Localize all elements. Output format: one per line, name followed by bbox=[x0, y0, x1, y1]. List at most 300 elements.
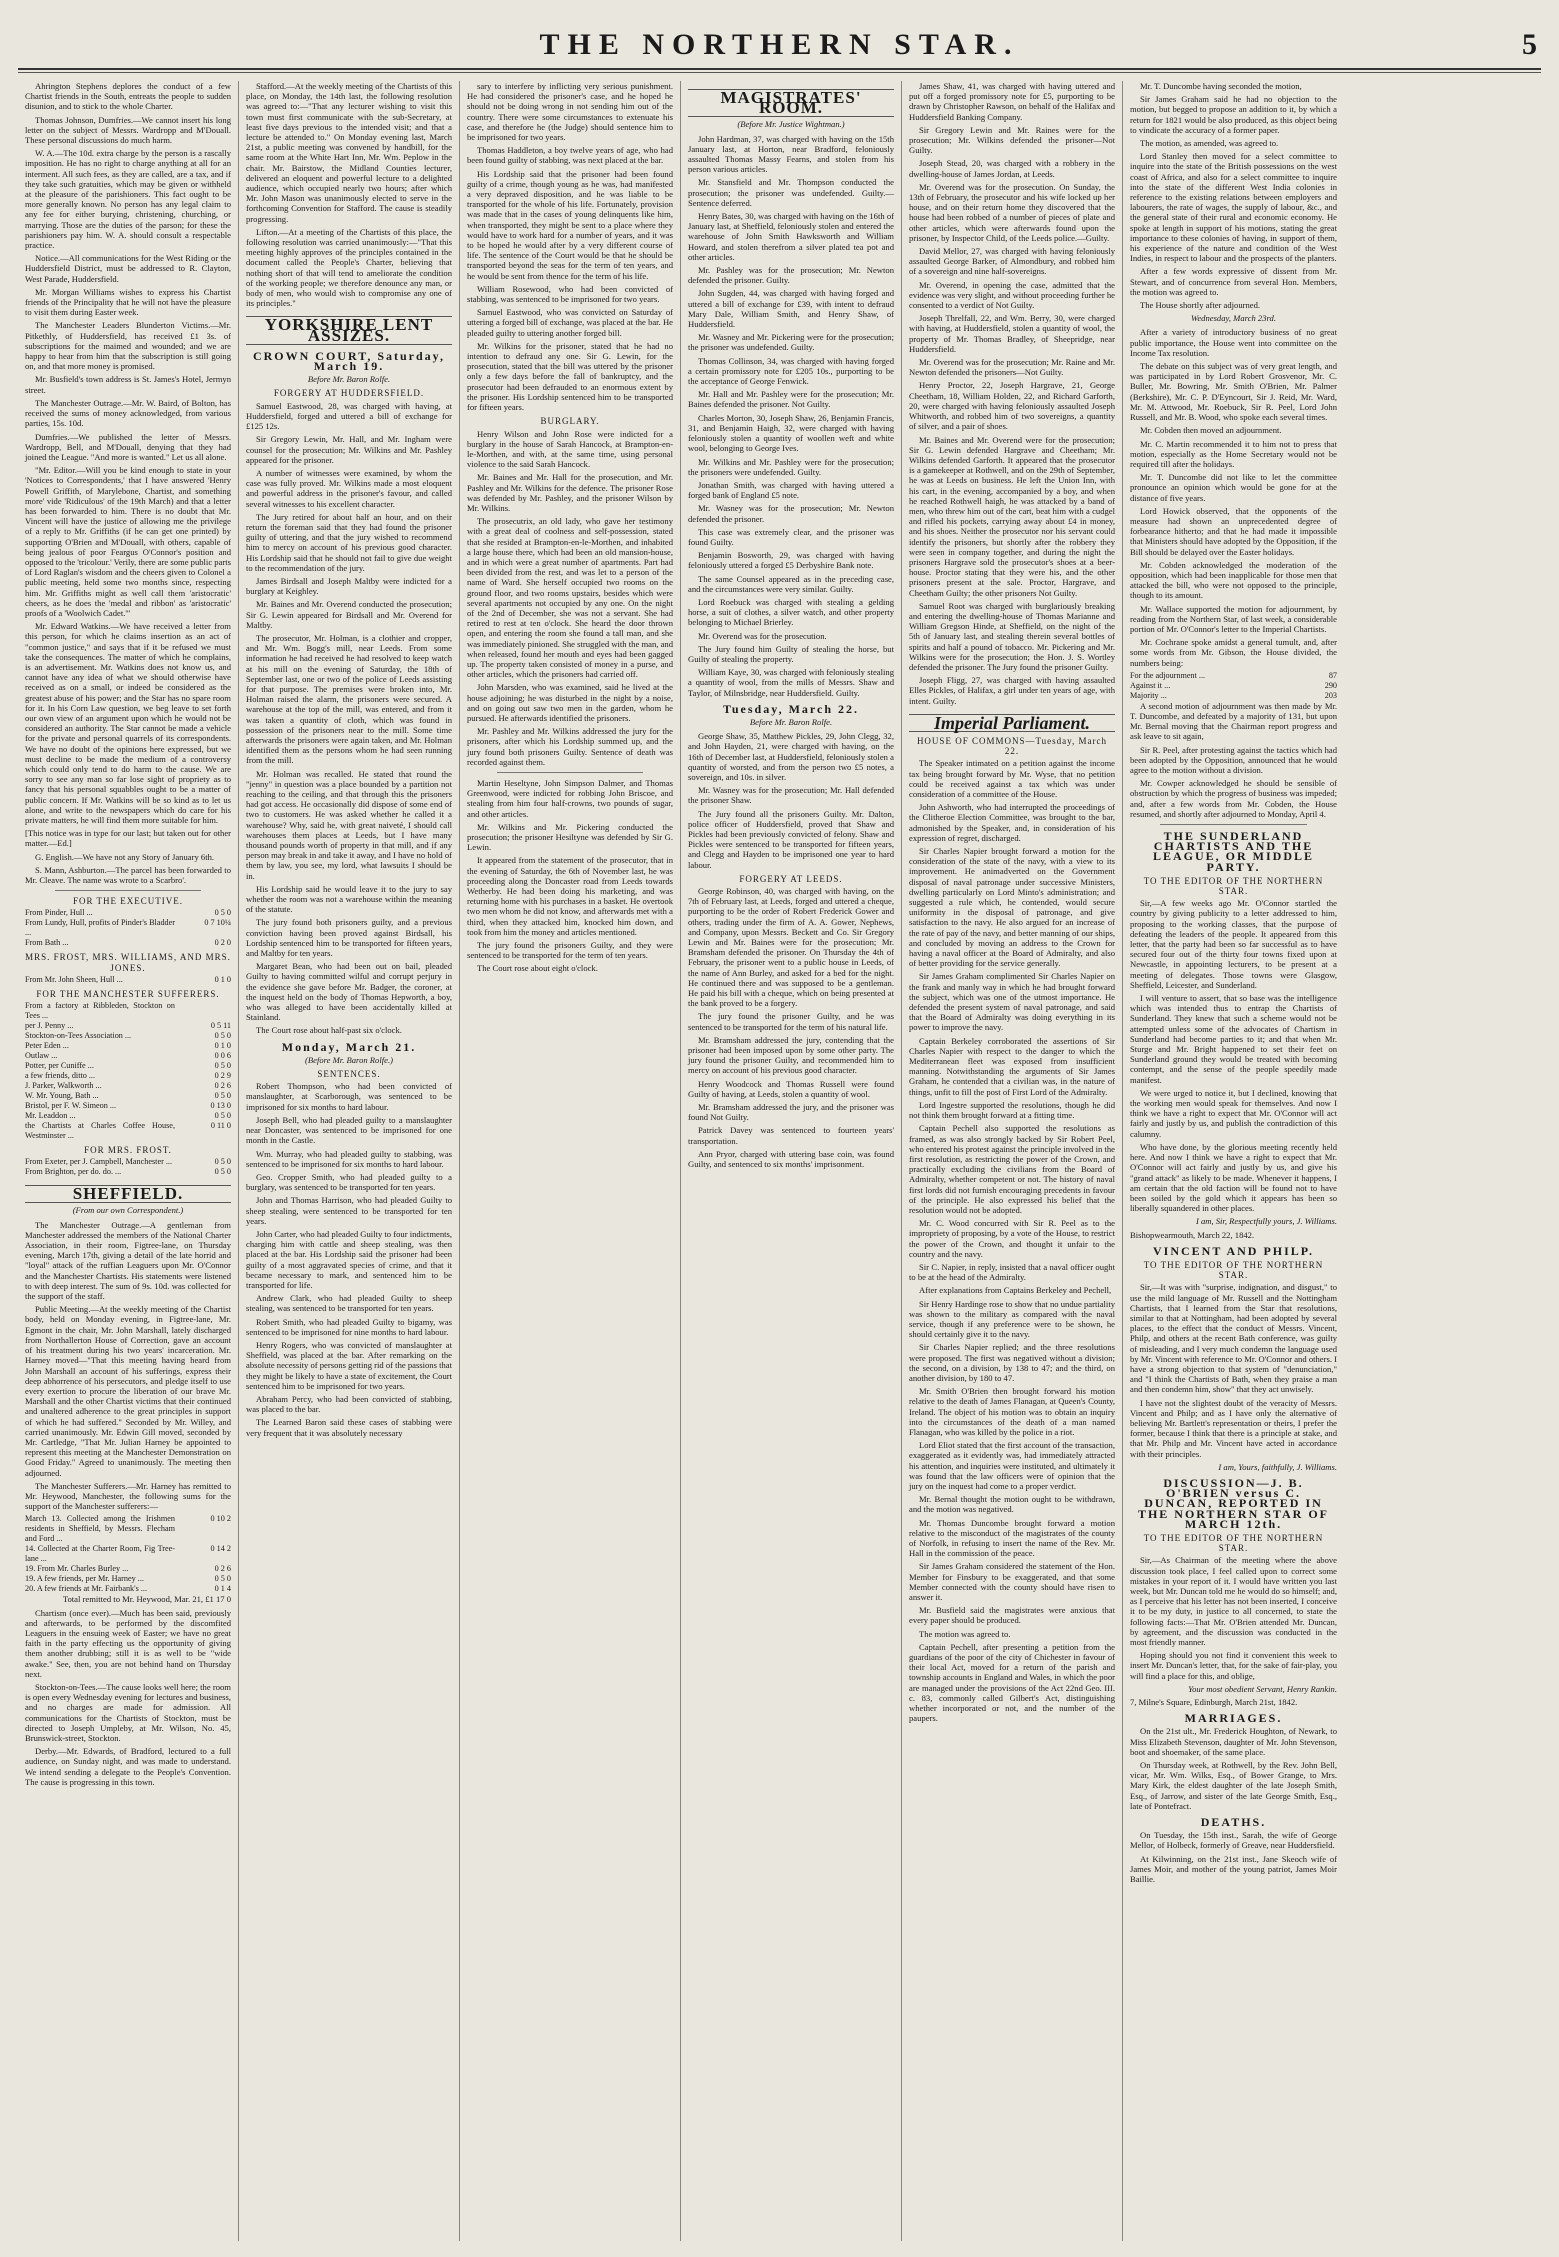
table-row bbox=[1130, 691, 1337, 701]
row-amount: 203 bbox=[1324, 690, 1337, 700]
row-label: March 13. Collected among the Irishmen residents in Sheffield, by Messrs. Flecham and Ford ... bbox=[25, 1514, 175, 1544]
letter-sunderland-heading: THE SUNDERLAND CHARTISTS AND THE LEAGUE, OR MIDDLE PARTY. bbox=[1152, 829, 1314, 874]
wednesday-heading: Wednesday, March 23rd. bbox=[1191, 313, 1276, 324]
paragraph: Sir James Graham said he had no objection to the motion, but begged to propose an addition to it, by which a return for 1821 would be also produced, as this object being to vindicate the accuracy of a former paper. bbox=[1130, 94, 1337, 135]
paragraph: The same Counsel appeared as in the preceding case, and the circumstances were very similar. Guilty. bbox=[688, 573, 894, 594]
row-amount: 0 5 11 bbox=[210, 1021, 231, 1031]
sufferers-heading: FOR THE MANCHESTER SUFFERERS. bbox=[36, 988, 220, 999]
paragraph: James Birdsall and Joseph Maltby were indicted for a burglary at Keighley. bbox=[246, 575, 452, 597]
paragraph: Abraham Percy, who had been convicted of stabbing, was placed to the bar. bbox=[246, 1393, 452, 1415]
paragraph: Margaret Bean, who had been out on bail, pleaded Guilty to having committed wilful and corrupt perjury in the evidence she gave before Mr. Badger, the coroner, at the inquest held on the body of Thomas Hepworth, a boy, who was alleged to have been accidentally killed at Stainland. bbox=[246, 961, 452, 1023]
table-row bbox=[25, 908, 231, 918]
court-before: Before Mr. Baron Rolfe. bbox=[307, 374, 391, 385]
local-reports bbox=[246, 81, 452, 308]
paragraph: Henry Woodcock and Thomas Russell were found Guilty of having, at Leeds, stolen a quantity of wool. bbox=[688, 1078, 894, 1099]
paragraph: Ahrington Stephens deplores the conduct of a few Chartist friends in the South, entreats the people to sudden disunion, and to stick to the whole Charter. bbox=[25, 81, 231, 112]
paragraph: Mr. Baines and Mr. Overend conducted the prosecution; Sir G. Lewin appeared for Birdsall and Mr. Overend for Maltby. bbox=[246, 599, 452, 630]
paragraph: Stockton-on-Tees.—The cause looks well here; the room is open every Wednesday evening for lectures and business, and no charges are made for admission. All communications for the Chartists of Stockton, must be directed to Joseph Umpleby, at Mr. Wilson, No. 45, Brunswick-street, Stockton. bbox=[25, 1681, 231, 1743]
row-label: For the adjournment ... bbox=[1130, 670, 1206, 680]
paragraph: William Kaye, 30, was charged with feloniously stealing a quantity of wool, from the mills of Messrs. Shaw and Taylor, of Milnsbridge, near Huddersfield. Guilty. bbox=[688, 667, 894, 698]
table-row bbox=[25, 1157, 231, 1167]
table-row bbox=[25, 1584, 231, 1594]
paragraph: After a variety of introductory business of no great public importance, the House went into committee on the Income Tax resolution. bbox=[1130, 327, 1337, 358]
paragraph: Mr. Smith O'Brien then brought forward his motion relative to the death of James Flanagan, at Queen's County, Ireland. The object of his motion was to obtain an inquiry into the circumstances of the death of a man named Flanagan, who was killed by the police in a riot. bbox=[909, 1386, 1115, 1437]
paragraph: Benjamin Bosworth, 29, was charged with having feloniously uttered a forged £5 Derbyshire Bank note. bbox=[688, 550, 894, 571]
paragraph: The Learned Baron said these cases of stabbing were very frequent that it was absolutely necessary bbox=[246, 1417, 452, 1438]
notice-footer: [This notice was in type for our last; but taken out for other matter.—Ed.] bbox=[25, 828, 231, 849]
paragraph: S. Mann, Ashburton.—The parcel has been forwarded to Mr. Cleave. The name was wrote to a Scarbro'. bbox=[25, 864, 231, 886]
commons-heading: HOUSE OF COMMONS—Tuesday, March 22. bbox=[916, 735, 1108, 757]
paragraph: Mr. Overend was for the prosecution. bbox=[698, 630, 827, 641]
magistrates-heading: MAGISTRATES' ROOM. bbox=[688, 89, 894, 117]
table-row bbox=[25, 1514, 231, 1544]
row-amount: 0 10 2 bbox=[210, 1514, 231, 1524]
paragraph: Mr. Overend was for the prosecution. On Sunday, the 13th of February, the prosecutor and his wife locked up her house, and on their return home they discovered that the house had been robbed of a number of pieces of plate and other articles, which were afterwards found upon the prisoner, by Inspector Child, of the Leeds police.—Guilty. bbox=[909, 181, 1115, 243]
paragraph: Mr. Pashley and Mr. Wilkins addressed the jury for the prisoners, after which his Lordship summed up, and the jury found both prisoners Guilty. Sentence of death was recorded against them. bbox=[467, 726, 673, 767]
paragraph: Robert Thompson, who had been convicted of manslaughter, at Scarborough, was sentenced to be imprisoned for six months to hard labour. bbox=[246, 1081, 452, 1112]
assizes-text-2 bbox=[246, 1081, 452, 1438]
paragraph: The Jury found him Guilty of stealing the horse, but Guilty of stealing the property. bbox=[688, 643, 894, 664]
row-amount: 0 5 0 bbox=[214, 1167, 231, 1177]
paragraph: Sir,—As Chairman of the meeting where the above discussion took place, I feel called upon to correct some mistakes in your report of it. I would have written you last week, but Mr. Duncan told me he would do so himself; and, as I perceive that his letter has not been inserted, I conceive it to be my duty, in justice to all concerned, to state the following facts:—That Mr. O'Brien attended Mr. Duncan, by agreement, and the discussion was conducted in the most friendly manner. bbox=[1130, 1555, 1337, 1648]
paragraph: George Robinson, 40, was charged with having, on the 7th of February last, at Leeds, forged and uttered a cheque, purporting to be the order of Robert Frederick Gower and others, trading under the firm of A. A. Gower, Nephews, and Company, upon Messrs. Beckett and Co. Sir Gregory Lewin and Mr. Baines were for the prosecution; Mr. Bramsham defended the prisoner. On Thursday the 4th of February, the prisoner went to a public house in Leeds, of the name of Ann Burley, and asked for a bed for the night. He continued there and was supposed to be a gentleman. He paid his bill with a cheque, which on being presented at the bank proved to be a forgery. bbox=[688, 886, 894, 1009]
row-amount: 0 5 0 bbox=[214, 1031, 231, 1041]
paragraph: The Manchester Sufferers.—Mr. Harney has remitted to Mr. Heywood, Manchester, the following sums for the support of the Manchester sufferers:— bbox=[25, 1480, 231, 1512]
paragraph: Joseph Threlfall, 22, and Wm. Berry, 30, were charged with having, at Huddersfield, stolen a quantity of wool, the property of Mr. Thomas Bradley, of Sheepridge, near Huddersfield. bbox=[909, 313, 1115, 354]
row-label: From Mr. John Sheen, Hull ... bbox=[25, 974, 123, 984]
paragraph: Mr. Wilkins and Mr. Pashley were for the prosecution; the prisoners were undefended. Guilty. bbox=[688, 456, 894, 477]
row-amount: 0 5 0 bbox=[214, 1157, 231, 1167]
table-row bbox=[25, 1167, 231, 1177]
assizes-text-3 bbox=[467, 81, 673, 412]
paragraph: The prosecutor, Mr. Holman, is a clothier and cropper, and Mr. Wm. Bogg's mill, near Leeds. From some information he had received he had resolved to keep watch at his mill on the evening of Saturday, the 18th of September last, one or two of the police of Leeds assisting for that purpose. The premises were broken into, Mr. Holman raised the alarm, the prisoners were secured. A warehouse at the top of the mill, was entered, and from it was taken a quantity of cloth, which was found in possession of the prisoners near to the mill. Some time afterwards the prisoners were again taken, and Mr. Holman identified them as the persons whom he had seen running from the mill. bbox=[246, 632, 452, 766]
small-notices bbox=[25, 852, 231, 886]
masthead bbox=[18, 24, 1541, 70]
letter-vincent-heading: VINCENT AND PHILP. bbox=[1152, 1243, 1315, 1258]
row-label: From Brighton, per do. do. ... bbox=[25, 1167, 122, 1177]
row-amount: 0 14 2 bbox=[210, 1544, 231, 1554]
letter-sunderland-to: TO THE EDITOR OF THE NORTHERN STAR. bbox=[1143, 875, 1324, 897]
executive-heading: FOR THE EXECUTIVE. bbox=[72, 896, 184, 907]
forgery-leeds-heading: FORGERY AT LEEDS. bbox=[739, 873, 843, 884]
letter-vincent-signature: I am, Yours, faithfully, J. Williams. bbox=[1218, 1461, 1337, 1472]
sheffield-subheading: (From our own Correspondent.) bbox=[72, 1205, 184, 1216]
paragraph: David Mellor, 27, was charged with having feloniously assaulted George Barker, of Almondbury, and robbed him of a sovereign and nine half-sovereigns. bbox=[909, 246, 1115, 277]
table-row bbox=[25, 1091, 231, 1101]
row-amount: 0 1 4 bbox=[214, 1584, 231, 1594]
table-row bbox=[25, 1071, 231, 1081]
paragraph: Sir Henry Hardinge rose to show that no undue partiality was shown to the military as compared with the naval service, though if any preference were to be shown, he should certainly give it to the navy. bbox=[909, 1298, 1115, 1340]
table-row bbox=[25, 1574, 231, 1584]
paragraph: Joseph Stead, 20, was charged with a robbery in the dwelling-house of James Jordan, at Leeds. bbox=[909, 158, 1115, 179]
paragraph: The House shortly after adjourned. bbox=[1140, 300, 1261, 311]
paragraph: Thomas Haddleton, a boy twelve years of age, who had been found guilty of stabbing, was next placed at the bar. bbox=[467, 145, 673, 166]
paragraph: Mr. Wilkins for the prisoner, stated that he had no intention to defraud any one. Sir G. Lewin, for the prosecution, stated that the bill was uttered by the prisoner only a few days before the fall of bankruptcy, and the prosecutor had been defrauded to an enormous extent by the prisoner. His Lordship sentenced him to be transported for fifteen years. bbox=[467, 340, 673, 413]
paragraph: Mr. T. Duncombe did not like to let the committee pronounce an opinion which would be gone for at the distance of five years. bbox=[1130, 472, 1337, 503]
paragraph: W. A.—The 10d. extra charge by the person is a rascally imposition. He has no right to charge anything at all for an interment. All such fees, as they are called, are a tax, and if they take such gratuities, which may be given or withheld at the pleasure of the parishioners. This fact ought to be more generally known. No person has any legal claim to any fee for either burying, christening, churching, or marrying. Those are the duties of the parson; for these the parishioners pay him. W. A. should consult a respectable practice. bbox=[25, 148, 231, 251]
paragraph: Derby.—Mr. Edwards, of Bradford, lectured to a full audience, on Sunday night, and was made to understand. We intend sending a delegate to the People's Convention. The cause is progressing in this town. bbox=[25, 1746, 231, 1787]
row-label: 19. A few friends, per Mr. Harney ... bbox=[25, 1574, 144, 1584]
row-label: Bristol, per F. W. Simeon ... bbox=[25, 1101, 117, 1111]
row-label: Majority ... bbox=[1130, 690, 1167, 700]
row-label: Against it ... bbox=[1130, 680, 1171, 690]
paragraph: Mr. Hall and Mr. Pashley were for the prosecution; Mr. Baines defended the prisoner. Not Guilty. bbox=[688, 389, 894, 410]
mrs-frost-heading: MRS. FROST, MRS. WILLIAMS, AND MRS. JONES. bbox=[25, 952, 231, 973]
sentences-heading: SENTENCES. bbox=[317, 1069, 381, 1080]
assizes-text-1 bbox=[246, 401, 452, 1036]
row-label: per J. Penny ... bbox=[25, 1021, 74, 1031]
table-row bbox=[25, 938, 231, 948]
paragraph: The Jury found all the prisoners Guilty. Mr. Dalton, police officer of Huddersfield, proved that Shaw and Pickles had been previously convicted of felony. Shaw and Pickles were sentenced to be transported for fifteen years, and Clegg and Hayden to be imprisoned one year to hard labour. bbox=[688, 808, 894, 870]
burglary-text bbox=[467, 429, 673, 768]
letter-vincent-text bbox=[1130, 1282, 1337, 1458]
paragraph: Mr. C. Wood concurred with Sir R. Peel as to the impropriety of proposing, by a vote of the House, to restrict the power of the Crown, and thought it unfair to the country and the navy. bbox=[909, 1218, 1115, 1259]
row-label: Peter Eden ... bbox=[25, 1041, 69, 1051]
paragraph: Lord Roebuck was charged with stealing a gelding horse, a suit of clothes, a silver watch, and other property belonging to Michael Brierley. bbox=[688, 596, 894, 628]
column-2 bbox=[239, 81, 460, 2241]
table-row bbox=[25, 1121, 231, 1141]
paragraph: Henry Proctor, 22, Joseph Hargrave, 21, George Cheetham, 18, William Holden, 22, and Richard Garforth, 20, were charged with having feloniously assaulted Joseph Whitworth, and robbed him of two sovereigns, a quantity of silver, and a pair of shoes. bbox=[909, 380, 1115, 432]
table-row bbox=[25, 1031, 231, 1041]
tuesday-heading: Tuesday, March 22. bbox=[722, 701, 860, 716]
paragraph: Mr. Pashley was for the prosecution; Mr. Newton defended the prisoner. Guilty. bbox=[688, 265, 894, 286]
paragraph: Mr. T. Duncombe having seconded the motion, bbox=[1140, 81, 1302, 91]
row-label: From Lundy, Hull, profits of Pinder's Bladder ... bbox=[25, 918, 175, 938]
paragraph: The motion, as amended, was agreed to. bbox=[1140, 138, 1279, 149]
row-label: Stockton-on-Tees Association ... bbox=[25, 1031, 132, 1041]
row-label: From Pinder, Hull ... bbox=[25, 908, 93, 918]
row-label: From Bath ... bbox=[25, 938, 69, 948]
paragraph: Mr. Holman was recalled. He stated that round the "jenny" in question was a place bounded by a partition not reaching to the ceiling, and that through this the prisoners had got access. He occasionally did dispose of some end of two to customers. He was asked whether he called it a warehouse? Why, said he, with great naiveté, I should call warehouses them places at Leeds, but I have many thousand pounds worth of property in that mill, and if any person may break in and take it away, and I have no hold of them by law, you see, my lord, what lawsuits I should be in. bbox=[246, 768, 452, 881]
letter-discussion-text bbox=[1130, 1555, 1337, 1680]
letter-discussion-to: TO THE EDITOR OF THE NORTHERN STAR. bbox=[1143, 1533, 1324, 1554]
case-heading-forgery: FORGERY AT HUDDERSFIELD. bbox=[273, 388, 425, 399]
row-amount: 0 2 6 bbox=[214, 1081, 231, 1091]
row-amount: 0 7 10¼ bbox=[204, 918, 231, 928]
paragraph: Sir Gregory Lewin and Mr. Raines were for the prosecution; Mr. Wilkins defended the prisoner—Not Guilty. bbox=[909, 124, 1115, 156]
mrs-frost-table bbox=[25, 975, 231, 985]
paragraph: His Lordship said he would leave it to the jury to say whether the room was not a warehouse within the meaning of the statute. bbox=[246, 883, 452, 915]
table-row bbox=[25, 1111, 231, 1121]
paragraph: Thomas Collinson, 34, was charged with having forged a certain promissory note for £205 10s., purporting to be the acceptance of George Fenwick. bbox=[688, 355, 894, 387]
paragraph: Lifton.—At a meeting of the Chartists of this place, the following resolution was carried unanimously:—"That this meeting highly approves of the principles contained in the document called the People's Charter, believing that nothing short of that will tend to ameliorate the condition of the working people; we therefore denounce any man, or body of men, who would wish to compromise any one of its principles." bbox=[246, 226, 452, 309]
paragraph: Sir C. Napier, in reply, insisted that a naval officer ought to be at the head of the Admiralty. bbox=[909, 1261, 1115, 1283]
paragraph: Mr. Cobden then moved an adjournment. bbox=[1140, 425, 1282, 436]
paragraph: Mr. Busfield said the magistrates were anxious that every paper should be produced. bbox=[909, 1605, 1115, 1626]
row-amount: 0 2 0 bbox=[214, 938, 231, 948]
magistrates-text-4 bbox=[909, 81, 1115, 706]
paragraph: John Sugden, 44, was charged with having forged and uttered a bill of exchange for £39, with intent to defraud Mary Dale, William Smith, and Henry Shaw, of Huddersfield. bbox=[688, 288, 894, 330]
paragraph: Samuel Root was charged with burglariously breaking and entering the dwelling-house of Thomas Marianne and William Gregson Hinde, at Sheffield, on the night of the 5th of January last, and stealing therein several bottles of spirits and half a pound of tobacco. Mr. Pickering and Mr. Wilkins were for the prosecution; the Hon. J. S. Wortley defended the prisoner. The Jury found the prisoner Guilty. bbox=[909, 600, 1115, 672]
letter-discussion-heading: DISCUSSION—J. B. O'BRIEN versus C. DUNCAN, REPORTED IN THE NORTHERN STAR OF MARCH 12th. bbox=[1137, 1475, 1330, 1531]
paragraph: George Shaw, 35, Matthew Pickles, 29, John Clegg, 32, and John Hayden, 21, were charged with having, on the 16th of December last, at Huddersfield, feloniously stolen a quantity of worsted, and from the person two £5 notes, a sovereign, and 10s. in silver. bbox=[688, 731, 894, 782]
paragraph: At Kilwinning, on the 21st inst., Jane Skeoch wife of James Moir, and mother of the young patriot, James Moir Baillie. bbox=[1130, 1853, 1337, 1885]
paragraph: Jonathan Smith, was charged with having uttered a forged bank of England £5 note. bbox=[688, 479, 894, 501]
paragraph: William Rosewood, who had been convicted of stabbing, was sentenced to be imprisoned for two years. bbox=[467, 283, 673, 305]
deaths-heading: DEATHS. bbox=[1200, 1815, 1267, 1830]
sheffield-text bbox=[25, 1220, 231, 1512]
row-label: From Exeter, per J. Campbell, Manchester ... bbox=[25, 1157, 173, 1167]
paragraph: I will venture to assert, that so base was the intelligence which was intended thus to entrap the Chartists of Sunderland. They knew that such a scheme would not be attempted unless some of the advocates of Chartism in Sunderland had become parties to it; and that when Mr. Sturge and Mr. Bright happened to set their feet on Sunderland ground they would be treated with becoming contempt, and the sense of the people speedily made manifest. bbox=[1130, 993, 1337, 1085]
paragraph: Sir Charles Napier replied; and the three resolutions were proposed. The first was negatived without a division; the second, on a division, by 138 to 47; and the third, on another division, by 180 to 47. bbox=[909, 1342, 1115, 1383]
paragraph: The jury found both prisoners guilty, and a previous conviction having been proved against Birdsall, his Lordship sentenced him to be transported for fifteen years, and Maltby for ten years. bbox=[246, 917, 452, 959]
paragraph: The Court rose about half-past six o'clock. bbox=[256, 1025, 402, 1036]
column-5 bbox=[902, 81, 1123, 2241]
deaths-text bbox=[1130, 1830, 1337, 1884]
court-before-2: (Before Mr. Baron Rolfe.) bbox=[305, 1054, 393, 1065]
page-number: 5 bbox=[1522, 28, 1537, 61]
division-table bbox=[1130, 671, 1337, 701]
paragraph: The Manchester Leaders Blunderton Victims.—Mr. Pitkethly, of Huddersfield, has received £1 3s. of subscriptions for the maimed and wounded; and we are happy to hear from him that the subscription is still going on, and that more money is promised. bbox=[25, 320, 231, 372]
paragraph: Mr. Baines and Mr. Overend were for the prosecution; Sir G. Lewin defended Hargrave and Cheetham; Mr. Wilkins defended Garforth. It appeared that the prosecutor is a gamekeeper at Rothwell, and on the 29th of September, he was at Leeds on business. He left the Union Inn, with his cart, in the evening, accompanied by a boy, and when he reached Rothwell haigh, he was attacked by a band of men, who threw him out of the cart, beat him with a cudgel and rifled his pockets, carrying away about £4 in money, and his shoes. Neither the prosecutor nor his servant could identify the prisoners, but shortly after the robbery they were seen in company together, and during the night the prisoners Hargrave sold the prosecutor's shoes at a beer-house. Proctor stating that they were his, and the other prisoners present at the sale. Proctor, Hargrave, and Cheetham Guilty; the other prisoners Not Guilty. bbox=[909, 434, 1115, 598]
paragraph: sary to interfere by inflicting very serious punishment. He had considered the prisoner's case, and he hoped he should not be doing wrong in not sending him out of the country. There were some circumstances to extenuate his case, and therefore he (the Judge) should sentence him to be imprisoned for two years. bbox=[467, 81, 673, 143]
letter-sunderland-text bbox=[1130, 898, 1337, 1213]
paragraph: Lord Stanley then moved for a select committee to inquire into the state of the British possessions on the west coast of Africa, and also for a select committee to inquire into the state of the different West India colonies in reference to the existing relations between employers and labourers, the rate of wages, the supply of labour, &c., and the general state of their rural and economic economy. He spoke at length in support of his motions, stating the great importance to these colonies of having, in support of them, his experience of the nature and condition of the West Indies, in respect to labour and the prospects of the planters. bbox=[1130, 151, 1337, 264]
paragraph: Mr. Cobden acknowledged the moderation of the opposition, which had been inapplicable for those men that attacked the bill, who were not opposed to the principle, though to its amount. bbox=[1130, 559, 1337, 601]
paragraph: The Court rose about eight o'clock. bbox=[477, 963, 598, 974]
row-amount: 290 bbox=[1324, 680, 1337, 690]
magistrates-text-2 bbox=[688, 731, 894, 870]
sheffield-total: Total remitted to Mr. Heywood, Mar. 21, £1 17 0 bbox=[62, 1594, 231, 1605]
marriages-text bbox=[1130, 1726, 1337, 1811]
letter-sunderland-signature: I am, Sir, Respectfully yours, J. Williams. bbox=[1195, 1216, 1337, 1227]
sufferers-table bbox=[25, 1001, 231, 1141]
sheffield-after bbox=[25, 1608, 231, 1787]
table-row bbox=[1130, 681, 1337, 691]
paragraph: Mr. Wasney and Mr. Pickering were for the prosecution; the prisoner was undefended. Guilty. bbox=[688, 332, 894, 353]
paragraph: I have not the slightest doubt of the veracity of Messrs. Vincent and Philp; and as I have only the alternative of believing Mr. Bartlett's representation or theirs, I prefer the former, because I think that there is a principle at stake, and that Mr. Philp and Mr. Vincent have acted in accordance with their principles. bbox=[1130, 1397, 1337, 1459]
row-amount: 0 5 0 bbox=[214, 1061, 231, 1071]
paragraph: Mr. Thomas Duncombe brought forward a motion relative to the misconduct of the magistrates of the county of Norfolk, in refusing to insert the name of the Rev. Mr. Hall in the commission of the peace. bbox=[909, 1517, 1115, 1559]
row-label: Outlaw ... bbox=[25, 1051, 58, 1061]
frost-table bbox=[25, 1157, 231, 1177]
row-label: 14. Collected at the Charter Room, Fig Tree-lane ... bbox=[25, 1544, 175, 1564]
paragraph: Henry Bates, 30, was charged with having on the 16th of January last, at Sheffield, feloniously stolen and entered the warehouse of John Smith Hawksworth and William Howard, and stolen therefrom a silver plated tea pot and other articles. bbox=[688, 211, 894, 262]
paragraph: Lord Eliot stated that the first account of the transaction, exaggerated as it evidently was, had immediately attracted his attention, and inquiries were instituted, and ultimately it was found that the law officers were of opinion that the jury on the inquest had come to a proper verdict. bbox=[909, 1440, 1115, 1491]
row-label: W. Mr. Young, Bath ... bbox=[25, 1091, 99, 1101]
table-row bbox=[25, 1001, 231, 1021]
row-label: 19. From Mr. Charles Burley ... bbox=[25, 1564, 129, 1574]
paragraph: Mr. Wasney was for the prosecution; Mr. Hall defended the prisoner Shaw. bbox=[688, 785, 894, 806]
paragraph: Mr. C. Martin recommended it to him not to press that motion, especially as the Home Secretary would not be required till after the holidays. bbox=[1130, 438, 1337, 469]
paragraph: Mr. Bramsham addressed the jury, contending that the prisoner had been imposed upon by some other party. The jury found the prisoner Guilty, and recommended him to mercy on account of his previous good character. bbox=[688, 1034, 894, 1076]
paragraph: We were urged to notice it, but I declined, knowing that the working men would speak for themselves. And now I think we have a right to expect that Mr. O'Connor will act fairly and justly by us, and publish the contradiction of this calumny. bbox=[1130, 1087, 1337, 1139]
paragraph: Notice.—All communications for the West Riding or the Huddersfield District, must be addressed to R. Clayton, West Parade, Huddersfield. bbox=[25, 253, 231, 284]
paragraph: G. English.—We have not any Story of January 6th. bbox=[35, 851, 215, 862]
paragraph: Chartism (once ever).—Much has been said, previously and afterwards, to be performed by the discomfited Leaguers in the ensuing week of Easter; we have no great faith in the party effecting us the opportunity of giving them another drubbing; still it is as well to be "wide awake." See, then, you are not behind hand on Thursday next. bbox=[25, 1607, 231, 1679]
paragraph: After a few words expressive of dissent from Mr. Stewart, and of concurrence from several Hon. Members, the motion was agreed to. bbox=[1130, 266, 1337, 297]
magistrates-before: (Before Mr. Justice Wightman.) bbox=[737, 119, 845, 130]
letter-vincent-to: TO THE EDITOR OF THE NORTHERN STAR. bbox=[1143, 1259, 1324, 1281]
row-amount: 0 1 0 bbox=[214, 1041, 231, 1051]
parliament-heading: Imperial Parliament. bbox=[909, 714, 1115, 732]
paragraph: A number of witnesses were examined, by whom the case was fully proved. Mr. Wilkins made a most eloquent and powerful address in the prisoner's favour, and called several witnesses to his excellent character. bbox=[246, 467, 452, 509]
paragraph: Stafford.—At the weekly meeting of the Chartists of this place, on Monday, the 14th last, the following resolution was agreed to:—"That any lecturer wishing to visit this town must first communicate with the sub-Secretary, at least five days previous to the intended visit; and that a lecture be attended to." On Monday evening last, March 21st, a public meeting was convened by handbill, for the same room at the White Hart Inn, Mr. Wm. Peplow in the chair. Mr. Bairstow, the Midland Counties lecturer, delivered an eloquent and powerful lecture to a delighted audience, which occupied nearly two hours; after which Mr. John Mason was unanimously elected to serve in the forthcoming Convention for Stafford. The cause is steadily progressing. bbox=[246, 81, 452, 224]
paragraph: His Lordship said that the prisoner had been found guilty of a crime, though young as he was, had manifested a very depraved disposition, and he was liable to be transported for the whole of his life. Fortunately, provision was made that in the cases of young delinquents like him, when transported, they might be sent to a place where they would have to work hard for a number of years, and it was to be hoped he would after by a very different course of life. The sentence of the Court would be that he should be transported beyond the seas for the term of ten years, and he would be sent from thence for the term of his life. bbox=[467, 168, 673, 281]
frost-heading: FOR MRS. FROST. bbox=[84, 1145, 172, 1156]
paragraph: Joseph Bell, who had pleaded guilty to a manslaughter near Doncaster, was sentenced to be imprisoned for one month in the Castle. bbox=[246, 1114, 452, 1146]
row-label: the Chartists at Charles Coffee House, Westminster ... bbox=[25, 1121, 175, 1141]
paragraph: Mr. Overend was for the prosecution; Mr. Raine and Mr. Newton defended the prisoners—Not Guilty. bbox=[909, 357, 1115, 378]
row-amount: 0 13 0 bbox=[210, 1101, 231, 1111]
paragraph: Mr. Bramsham addressed the jury, and the prisoner was found Not Guilty. bbox=[688, 1102, 894, 1123]
paragraph: Sir,—A few weeks ago Mr. O'Connor startled the country by giving publicity to a letter addressed to him, proposing to the working classes, that the purpose of defeating the leaders of the people. It appeared from this letter, that the party had been so far successful as to have secured four out of the thirty four towns fixed upon at Newcastle, in appointing lecturers, to be present at a meeting of delegates. Those towns were Glasgow, Sheffield, Leicester, and Sunderland. bbox=[1130, 898, 1337, 990]
table-row bbox=[25, 1544, 231, 1564]
paragraph: Martin Heseltyne, John Simpson Dalmer, and Thomas Greenwood, were indicted for robbing John Briscoe, and stealing from him four half-crowns, two pounds of sugar, and other articles. bbox=[467, 778, 673, 819]
paragraph: Mr. Overend, in opening the case, admitted that the evidence was very slight, and without proceeding further he consented to a verdict of Not Guilty. bbox=[909, 279, 1115, 311]
row-amount: 0 5 0 bbox=[214, 1574, 231, 1584]
column-6 bbox=[1123, 81, 1344, 2241]
paragraph: This case was extremely clear, and the prisoner was found Guilty. bbox=[688, 526, 894, 547]
paragraph: Mr. Edward Watkins.—We have received a letter from this person, for which he claims insertion as an act of "common justice," and says that if it be refused we must take the consequences. The matter of which he complains, is an advertisement. Mr. Watkins does not know us, and cannot have any idea of what we should otherwise have received as on a small, or indeed be considered as the greatest abuse of his power; and the Star has no spare room for it. In his Corn Law question, we beg leave to set forth our own view of an argument upon which he would not be considered an authority. The Star cannot be made a vehicle for the private and personal quarrels of its correspondents. We have no doubt of the opinions here expressed, but we must decline to be made the medium of a controversy which could only tend to do harm to the cause. We are sorry to see any man so far lose sight of propriety as to fancy that his personal squabbles ought to be a matter of public concern. If Mr. Watkins will be so kind as to let us alone, and write to the newspapers which do care for his private matters, he will find them more suitable for him. bbox=[25, 621, 231, 826]
table-row bbox=[1130, 671, 1337, 681]
paragraph: The Speaker intimated on a petition against the income tax being brought forward by Mr. Wyse, that no petition could be received against a tax which was under consideration of a committee of the House. bbox=[909, 758, 1115, 799]
row-amount bbox=[175, 1001, 231, 1021]
table-row bbox=[25, 1061, 231, 1071]
paragraph: The Manchester Outrage.—Mr. W. Baird, of Bolton, has received the sums of money acknowledged, from various parties, 15s. 10d. bbox=[25, 397, 231, 429]
burglary-heading: BURGLARY. bbox=[540, 416, 600, 427]
paragraph: John Marsden, who was examined, said he lived at the house adjoining; he was disturbed in the night by a noise, and on going out saw two men in the garden, whom he pursued. He afterwards identified the prisoners. bbox=[467, 682, 673, 723]
paragraph: Mr. Stansfield and Mr. Thompson conducted the prosecution; the prisoner was undefended. Guilty.—Sentence deferred. bbox=[688, 177, 894, 208]
paragraph: Mr. Cochrane spoke amidst a general tumult, and, after some words from Mr. Gibson, the House divided, the numbers being: bbox=[1130, 637, 1337, 668]
paragraph: Wm. Murray, who had pleaded guilty to stabbing, was sentenced to be imprisoned for six months to hard labour. bbox=[246, 1148, 452, 1169]
paragraph: Mr. Bernal thought the motion ought to be withdrawn, and the motion was negatived. bbox=[909, 1494, 1115, 1515]
row-amount: 0 5 0 bbox=[214, 1091, 231, 1101]
paragraph: Captain Berkeley corroborated the assertions of Sir Charles Napier with respect to the danger to which the Mediterranean fleet was exposed from insufficient manning. Notwithstanding the arguments of Sir James Graham, he contended that a civilian was, in the nature of things, unfit to fill the post of First Lord of the Admiralty. bbox=[909, 1035, 1115, 1097]
column-4 bbox=[681, 81, 902, 2241]
columns bbox=[18, 81, 1541, 2241]
paragraph: The jury found the prisoner Guilty, and he was sentenced to be transported for the term of his natural life. bbox=[688, 1011, 894, 1032]
paragraph: Mr. Cowper acknowledged he should be sensible of obstruction by which the progress of business was impeded; and, after a few words from Mr. Cobden, the House resumed, and shortly after adjourned to Monday, April 4. bbox=[1130, 778, 1337, 819]
paragraph: John and Thomas Harrison, who had pleaded Guilty to sheep stealing, were sentenced to be transported for ten years. bbox=[246, 1195, 452, 1226]
assizes-heading: YORKSHIRE LENT ASSIZES. bbox=[246, 316, 452, 344]
row-label: a few friends, ditto ... bbox=[25, 1071, 96, 1081]
paragraph: John Carter, who had pleaded Guilty to four indictments, charging him with cattle and sheep stealing, was then placed at the bar. His Lordship said the prisoner had been guilty of a most aggravated species of crime, and that it became necessary to mark, and sentenced him to be transported for life. bbox=[246, 1228, 452, 1290]
paragraph: Dumfries.—We published the letter of Messrs. Wardropp, Bell, and M'Douall, denying that they had joined the League. "And more is wanted." Let us all alone. bbox=[25, 431, 231, 462]
magistrates-text-3 bbox=[688, 886, 894, 1169]
paragraph: Samuel Eastwood, 28, was charged with having, at Huddersfield, forged and uttered a bill of exchange for £125 12s. bbox=[246, 400, 452, 432]
robbery-text bbox=[467, 778, 673, 974]
parliament-text bbox=[909, 758, 1115, 1723]
row-label: J. Parker, Walkworth ... bbox=[25, 1081, 102, 1091]
paragraph: The motion was agreed to. bbox=[919, 1628, 1011, 1639]
marriages-heading: MARRIAGES. bbox=[1184, 1711, 1283, 1726]
paragraph: Mr. Busfield's town address is St. James's Hotel, Jermyn street. bbox=[25, 374, 231, 395]
sheffield-sums bbox=[25, 1514, 231, 1594]
parliament-text-4 bbox=[1130, 701, 1337, 819]
paragraph: John Ashworth, who had interrupted the proceedings of the Clitheroe Election Committee, was brought to the bar, admonished by the Speaker, and, in consideration of his expression of regret, discharged. bbox=[909, 802, 1115, 843]
row-amount: 0 11 0 bbox=[210, 1121, 231, 1131]
row-label: From a factory at Ribbleden, Stockton on Tees ... bbox=[25, 1001, 175, 1021]
row-amount: 87 bbox=[1328, 670, 1337, 680]
paragraph: The Manchester Outrage.—A gentleman from Manchester addressed the members of the National Charter Association, in their room, Figtree-lane, on Thursday evening, March 17th, giving a detail of the late horrid and "loyal" attack of the ruffian Leaguers upon Mr. O'Connor and the Manchester Chartists. His statements were listened to with deep interest. The sum of 9s. 10d. was collected for the support of the staff. bbox=[25, 1219, 231, 1302]
row-label: Mr. Leaddon ... bbox=[25, 1111, 76, 1121]
executive-table bbox=[25, 908, 231, 948]
paragraph: Andrew Clark, who had pleaded Guilty to sheep stealing, was sentenced to be transported for ten years. bbox=[246, 1293, 452, 1314]
paragraph: Hoping should you not find it convenient this week to insert Mr. Duncan's letter, that, for the sake of fair-play, you will find a place for this, and oblige, bbox=[1130, 1650, 1337, 1681]
parliament-text-3 bbox=[1130, 327, 1337, 667]
paragraph: A second motion of adjournment was then made by Mr. T. Duncombe, and defeated by a majority of 131, but upon Mr. Bernal moving that the Chairman report progress and ask leave to sit again, bbox=[1130, 700, 1337, 742]
paragraph: Lord Ingestre supported the resolutions, though he did not think them brought forward at a fitting time. bbox=[909, 1099, 1115, 1121]
paragraph: Patrick Davey was sentenced to fourteen years' transportation. bbox=[688, 1125, 894, 1146]
paragraph: Robert Smith, who had pleaded Guilty to bigamy, was sentenced to be imprisoned for nine months to hard labour. bbox=[246, 1316, 452, 1337]
paragraph: Henry Wilson and John Rose were indicted for a burglary in the house of Sarah Hancock, at Brampton-en-le-Morthen, and with, at the same time, using personal violence to the said Sarah Hancock. bbox=[467, 428, 673, 470]
paragraph: On the 21st ult., Mr. Frederick Houghton, of Newark, to Miss Elizabeth Stevenson, daughter of Mr. John Stevenson, boot and shoemaker, of the same place. bbox=[1130, 1726, 1337, 1757]
table-row bbox=[25, 1041, 231, 1051]
paragraph: The Jury retired for about half an hour, and on their return the foreman said that they had found the prisoner guilty of uttering, and that the jury wished to recommend him to mercy on account of his previous good character. His Lordship said that he should not fail to give due weight to the recommendation of the jury. bbox=[246, 511, 452, 573]
paragraph: The prosecutrix, an old lady, who gave her testimony with a great deal of coolness and self-possession, stated that she resided at Brampton-en-le-Morthen, and inhabited a large house there, which had been an old mansion-house, and in which were a great number of apartments. Part had been divided from the rest, and was let to a person of the name of Ward. She herself occupied two rooms on the ground floor, and two rooms upstairs, besides which were several apartments not occupied by any one. On the night of the 2nd of December, she was not a servant. She had retired to rest at ten o'clock. She heard the door thrown open, and entering the room she found a tall man, and she was immediately pinioned. She struggled with the man, and when released, found her mouth and eyes had been gagged up. The property taken consisted of money in a purse, and other articles, which the prisoners had carried off. bbox=[467, 516, 673, 680]
column-1 bbox=[18, 81, 239, 2241]
paragraph: Thomas Johnson, Dumfries.—We cannot insert his long letter on the subject of Messrs. Wardropp and M'Douall. These personal discussions do much harm. bbox=[25, 114, 231, 146]
row-amount: 0 0 6 bbox=[214, 1051, 231, 1061]
paragraph: Public Meeting.—At the weekly meeting of the Chartist body, held on Monday evening, in Figtree-lane, Mr. Egmont in the chair, Mr. John Marshall, lately discharged from Northallerton House of Correction, gave an account of his treatment during his two years' incarceration. Mr. Harney moved—"That this meeting having heard from John Marshall an account of his sufferings, express their deep abhorrence of his persecutors, and pledge itself to use every exertion to procure the liberation of our brave Mr. Marshall and the other Chartist victims that their continued and unaltered adherence to the great principles in support of which he had suffered." Seconded by Mr. Willey, and carried unanimously. Mr. Edwin Gill moved, seconded by Mr. Cartledge, "That Mr. Julian Harney be appointed to represent this meeting at the Manchester Demonstration on Good Friday." Agreed to unanimously. The meeting then adjourned. bbox=[25, 1304, 231, 1478]
row-amount: 0 5 0 bbox=[214, 908, 231, 918]
column-3 bbox=[460, 81, 681, 2241]
paragraph: After explanations from Captains Berkeley and Pechell, bbox=[919, 1285, 1112, 1296]
row-amount: 0 2 6 bbox=[214, 1564, 231, 1574]
paragraph: Sir Charles Napier brought forward a motion for the consideration of the state of the navy, with a view to its improvement. He animadverted on the Government disposal of naval patronage under successive Ministers, dwelling particularly on Lord Minto's administration; and suggested a rule which, he contended, would secure uniformity in the disposal of patronage, and give satisfaction to the navy. He also argued for an increase of the rate of pay of the navy, and better manning of our ships, and concluded by moving an address to the Crown for having a naval officer at the Board of Admiralty, and also of better providing for the service generally. bbox=[909, 846, 1115, 969]
paragraph: Sir R. Peel, after protesting against the tactics which had been adopted by the Opposition, announced that he would agree to the motion without a division. bbox=[1130, 744, 1337, 775]
newspaper-title: THE NORTHERN STAR. bbox=[539, 28, 1020, 61]
paragraph: Captain Pechell also supported the resolutions as framed, as was also strongly backed by Sir Robert Peel, who entered his protest against the principle involved in the first resolution, as restricting the power of the Crown, and practically excluding the civilians from the Board of Admiralty, whether competent or not. The history of naval first lords did not furnish encouraging precedents in favour of the principle. He also expressed his belief that the resolution would not be adopted. bbox=[909, 1123, 1115, 1215]
paragraph: Mr. Wilkins and Mr. Pickering conducted the prosecution; the prisoner Hesiltyne was defended by Sir G. Lewin. bbox=[467, 821, 673, 853]
letter-sunderland-date: Bishopwearmouth, March 22, 1842. bbox=[1130, 1229, 1255, 1240]
paragraph: The debate on this subject was of very great length, and was participated in by Lord Robert Grosvenor, Mr. C. Buller, Mr. Bowring, Mr. Smith O'Brien, Mr. Palmer (Berkshire), Mr. C. P. D'Eyncourt, Sir J. Reid, Mr. Ward, Mr. M. Attwood, Mr. Roebuck, Sir R. Peel, Lord John Russell, and Mr. B. Wood, who spoke each several times. bbox=[1130, 361, 1337, 423]
table-row bbox=[25, 1081, 231, 1091]
paragraph: Sir,—It was with "surprise, indignation, and disgust," to use the mild language of Mr. Russell and the Nottingham Chartists, that I learned from the Star that resolutions, similar to that at Nottingham, had been adopted by several places, to the effect that the conduct of Messrs. Vincent, Philp, and others at the recent Bath conference, was guilty of misleading, and I very much condemn the language used by Mr. Vincent with reference to Mr. O'Connor and others. I have a strong objection to that system of "denunciation," and "I think the Chartists of Bath, when they praise a man and then condemn him, show" that they act unwisely. bbox=[1130, 1282, 1337, 1395]
correspondent-notices bbox=[25, 81, 231, 825]
paragraph: Mr. Baines and Mr. Hall for the prosecution, and Mr. Pashley and Mr. Wilkins for the defence. The prisoner Rose was defended by Mr. Pashley, and the prisoner Wilson by Mr. Wilkins. bbox=[467, 472, 673, 513]
paragraph: Mr. Morgan Williams wishes to express his Chartist friends of the Principality that he will not have the pleasure to visit them during Easter week. bbox=[25, 286, 231, 318]
tuesday-before: Before Mr. Baron Rolfe. bbox=[749, 716, 833, 727]
paragraph: Captain Pechell, after presenting a petition from the guardians of the poor of the city of Chichester in favour of their local Act, moved for a return of the parish and township accounts in England and Wales, in which the poor are managed under the provisions of the Act 22nd Geo. III. c. 83, commonly called Gilbert's Act, distinguishing whether incorporated or not, and the number of the paupers. bbox=[909, 1641, 1115, 1724]
paragraph: Sir James Graham complimented Sir Charles Napier on the frank and manly way in which he had brought forward the subject, which was one of the utmost importance. He defended the present system of naval patronage, and said that the Board of Admiralty was doing everything in its power to improve the navy. bbox=[909, 971, 1115, 1033]
paragraph: James Shaw, 41, was charged with having uttered and put off a forged promissory note for £5, purporting to be drawn by Christopher Rawson, on behalf of the Halifax and Huddersfield Banking Company. bbox=[909, 81, 1115, 122]
parliament-text-2 bbox=[1130, 81, 1337, 310]
magistrates-text-1 bbox=[688, 134, 894, 698]
paragraph: Ann Pryor, charged with uttering base coin, was found Guilty, and sentenced to six months' imprisonment. bbox=[688, 1148, 894, 1170]
paragraph: "Mr. Editor.—Will you be kind enough to state in your 'Notices to Correspondents,' that I have answered 'Henry Powell Griffith, of Marylebone, Chartist, and something more' vide 'Ridiculous' of the 19th March) and that a letter has been forwarded to him. There is no doubt that Mr. Vincent will have the justice of allowing me the privilege of a reply to Mr. Griffiths (if he can get one printed) by supporting O'Brien and M'Douall, with others, capable of being jealous of poor Feargus O'Connor's position and opposed to the 'tricolour.' Verily, there are some public parts of Lord Raglan's wisdom and the cheers given to Colonel a public meeting, held some two months since, respecting him. Mr. Griffiths might as well call them 'aristocratic' cheers, as he does the 'medal and ribbon' as 'aristocratic' proofs of a 'Woolwich Cadet.'" bbox=[25, 465, 231, 618]
paragraph: Who have done, by the glorious meeting recently held here. And now I think we have a right to expect that Mr. O'Connor will act fairly and justly by us, and give his "grand attack" as likely to be made. Whenever it happens, I am certain that the old faction will be found not to have been soiled by the gold which it appears has been so liberally squandered in other places. bbox=[1130, 1141, 1337, 1214]
paragraph: Sir James Graham considered the statement of the Hon. Member for Finsbury to be exaggerated, and that some Member connected with the county should have risen to answer it. bbox=[909, 1561, 1115, 1603]
paragraph: It appeared from the statement of the prosecutor, that in the evening of Saturday, the 6th of November last, he was proceeding along the Doncaster road from Leeds towards Wetherby. He had been doing his marketing, and was returning home with his purchases in a basket. He overtook two men whom he did not know, and afterwards met with a third, when they attacked him, knocked him down, and took from him the money and articles mentioned. bbox=[467, 855, 673, 937]
row-amount: 0 2 9 bbox=[214, 1071, 231, 1081]
row-amount: 0 1 0 bbox=[214, 974, 231, 984]
row-label: 20. A few friends at Mr. Fairbank's ... bbox=[25, 1584, 147, 1594]
row-label: Potter, per Cuniffe ... bbox=[25, 1061, 94, 1071]
paragraph: John Hardman, 37, was charged with having on the 15th January last, at Horton, near Bradford, feloniously assaulted Thomas Massy Fearns, and stolen from his person various articles. bbox=[688, 133, 894, 175]
paragraph: Mr. Wasney was for the prosecution; Mr. Newton defended the prisoner. bbox=[688, 503, 894, 524]
sheffield-heading: SHEFFIELD. bbox=[25, 1185, 231, 1203]
letter-discussion-date: 7, Milne's Square, Edinburgh, March 21st, 1842. bbox=[1130, 1697, 1298, 1708]
paragraph: On Thursday week, at Rothwell, by the Rev. John Bell, vicar, Mr. Wm. Wilks, Esq., of Bower Grange, to Mrs. Mary Kirk, the eldest daughter of the late Joseph Smith, Esq., of Jarrow, and sister of the late George Smith, Esq., late of Pontefract. bbox=[1130, 1760, 1337, 1811]
paragraph: Mr. Wallace supported the motion for adjournment, by reading from the Northern Star, of last week, a considerable portion of Mr. O'Connor's letter to the Imperial Chartists. bbox=[1130, 603, 1337, 634]
letter-discussion-signature: Your most obedient Servant, Henry Rankin. bbox=[1188, 1683, 1337, 1694]
paragraph: The jury found the prisoners Guilty, and they were sentenced to be transported for the term of ten years. bbox=[467, 940, 673, 961]
paragraph: On Tuesday, the 15th inst., Sarah, the wife of George Mellor, of Holbeck, formerly of Greave, near Huddersfield. bbox=[1130, 1830, 1337, 1851]
paragraph: Joseph Fligg, 27, was charged with having assaulted Elles Pickles, of Halifax, a girl under ten years of age, with intent. Guilty. bbox=[909, 675, 1115, 706]
paragraph: Charles Morton, 30, Joseph Shaw, 26, Benjamin Francis, 31, and Benjamin Haigh, 32, were charged with having feloniously stolen a quantity of woollen weft and white wool, belonging to George Ives. bbox=[688, 412, 894, 454]
paragraph: Sir Gregory Lewin, Mr. Hall, and Mr. Ingham were counsel for the prosecution; Mr. Wilkins and Mr. Pashley appeared for the prisoner. bbox=[246, 434, 452, 465]
table-row bbox=[25, 1101, 231, 1111]
table-row bbox=[25, 1564, 231, 1574]
monday-heading: Monday, March 21. bbox=[281, 1039, 417, 1054]
crown-court-heading: CROWN COURT, Saturday, March 19. bbox=[252, 348, 446, 374]
paragraph: Samuel Eastwood, who was convicted on Saturday of uttering a forged bill of exchange, was placed at the bar. He pleaded guilty to uttering another forged bill. bbox=[467, 307, 673, 338]
table-row bbox=[25, 1021, 231, 1031]
paragraph: Geo. Cropper Smith, who had pleaded guilty to a burglary, was sentenced to be transported for ten years. bbox=[246, 1171, 452, 1193]
row-amount: 0 5 0 bbox=[214, 1111, 231, 1121]
